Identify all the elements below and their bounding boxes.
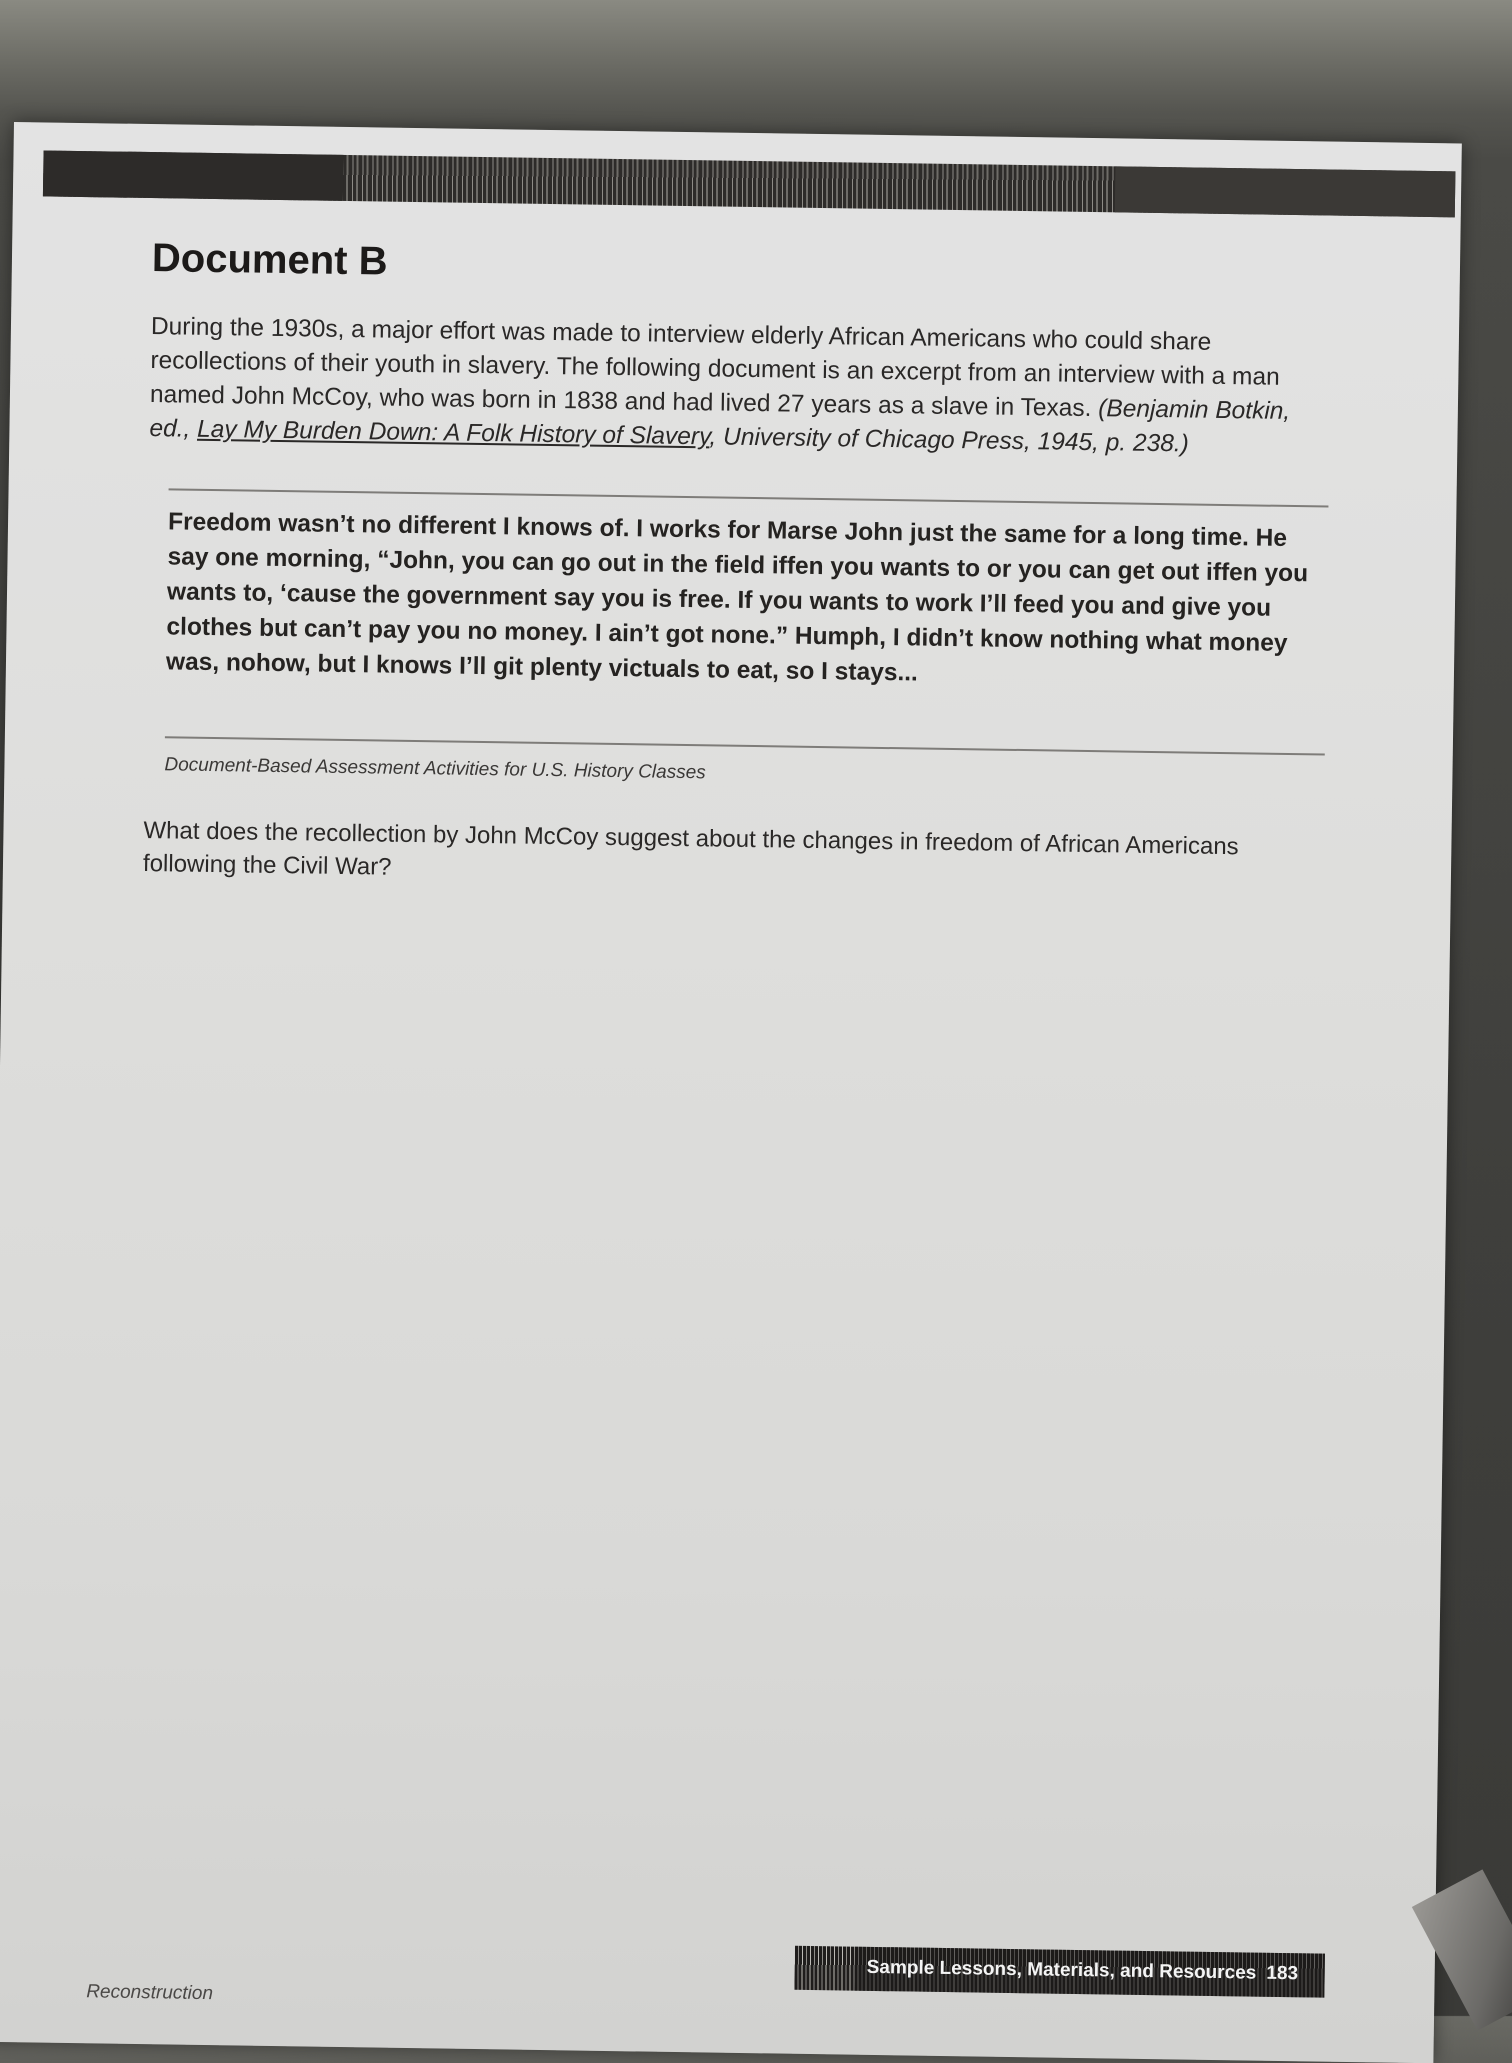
- header-barcode-band: [43, 150, 1456, 217]
- quote-bottom-rule: [165, 736, 1325, 755]
- book-title: Lay My Burden Down: A Folk History of Slavery: [196, 415, 710, 451]
- citation-suffix: , University of Chicago Press, 1945, p. 238.): [709, 423, 1190, 458]
- source-line: Document-Based Assessment Activities for U.S. History Classes: [164, 754, 706, 784]
- intro-main-text: During the 1930s, a major effort was made to interview elderly African Americans who could share recollections of their youth in slavery. The following document is an excerpt from an interview with a man named John McCoy, who was born in 1838 and had lived 27 years as a slave in Texas.: [149, 313, 1280, 423]
- footer-left-fragment: Reconstruction: [86, 1981, 214, 2005]
- footer-section-title: Sample Lessons, Materials, and Resources: [866, 1956, 1257, 1984]
- page-title: Document B: [151, 236, 388, 284]
- header-band-solid-left: [43, 150, 344, 200]
- document-page: [0, 122, 1462, 2063]
- intro-paragraph: [149, 310, 1331, 463]
- quote-top-rule: [169, 488, 1329, 507]
- page-number: 183: [1266, 1962, 1299, 1985]
- citation-prefix: (Benjamin Botkin, ed.,: [149, 395, 1291, 443]
- footer-band: [794, 1946, 1325, 1998]
- interview-quote: Freedom wasn’t no different I knows of. I works for Marse John just the same for a long time. He say one morning, “John, you can go out in the field iffen you wants to or you can get out iffen you wants to, ‘cause the government say you is free. If you wants to work I’ll feed you and give you clothes but can’t pay you no money. I ain’t got none.” Humph, I didn’t know nothing what money was, nohow, but I knows I’ll git plenty victuals to eat, so I stays...: [165, 508, 1309, 687]
- question-prompt: What does the recollection by John McCoy suggest about the changes in freedom of African Americans following the Civil War?: [142, 817, 1239, 881]
- header-band-solid-right: [1115, 166, 1456, 217]
